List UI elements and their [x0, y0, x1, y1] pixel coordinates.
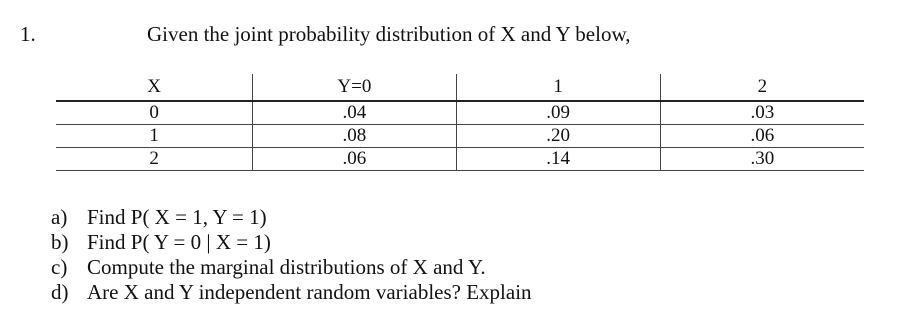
question-item: [51, 205, 532, 230]
table-row: [56, 101, 864, 125]
question-label: b): [51, 230, 69, 254]
table-cell: .08: [253, 125, 456, 148]
table-cell: 1: [149, 125, 159, 146]
question-number: 1.: [20, 22, 36, 46]
question-text: Compute the marginal distributions of X and Y.: [87, 255, 486, 279]
table-cell: .06: [660, 125, 864, 148]
question-list: [51, 205, 532, 305]
header-y2: 2: [660, 74, 864, 101]
header-x: X: [147, 76, 161, 97]
question-label: c): [51, 255, 68, 279]
question-label: a): [51, 205, 68, 229]
table-cell: 0: [149, 102, 159, 123]
header-y1: 1: [456, 74, 660, 101]
table-cell: .30: [660, 148, 864, 171]
table-row: [56, 148, 864, 171]
question-text: Find P( X = 1, Y = 1): [87, 205, 267, 229]
problem-intro: Given the joint probability distribution of X and Y below,: [147, 22, 631, 46]
question-item: [51, 255, 532, 280]
table-cell: .03: [660, 101, 864, 125]
header-y0: Y=0: [253, 74, 456, 101]
table-cell: .09: [456, 101, 660, 125]
question-item: [51, 230, 532, 255]
table-cell: .06: [253, 148, 456, 171]
table-cell: .20: [456, 125, 660, 148]
question-item: [51, 280, 532, 305]
table-cell: 2: [149, 148, 159, 169]
question-text: Find P( Y = 0 | X = 1): [87, 230, 271, 254]
table-row: [56, 125, 864, 148]
table-cell: .04: [253, 101, 456, 125]
question-label: d): [51, 280, 69, 304]
table-header-row: [56, 74, 864, 101]
table-cell: .14: [456, 148, 660, 171]
joint-probability-table: [56, 74, 864, 171]
question-text: Are X and Y independent random variables? Explain: [87, 280, 532, 304]
